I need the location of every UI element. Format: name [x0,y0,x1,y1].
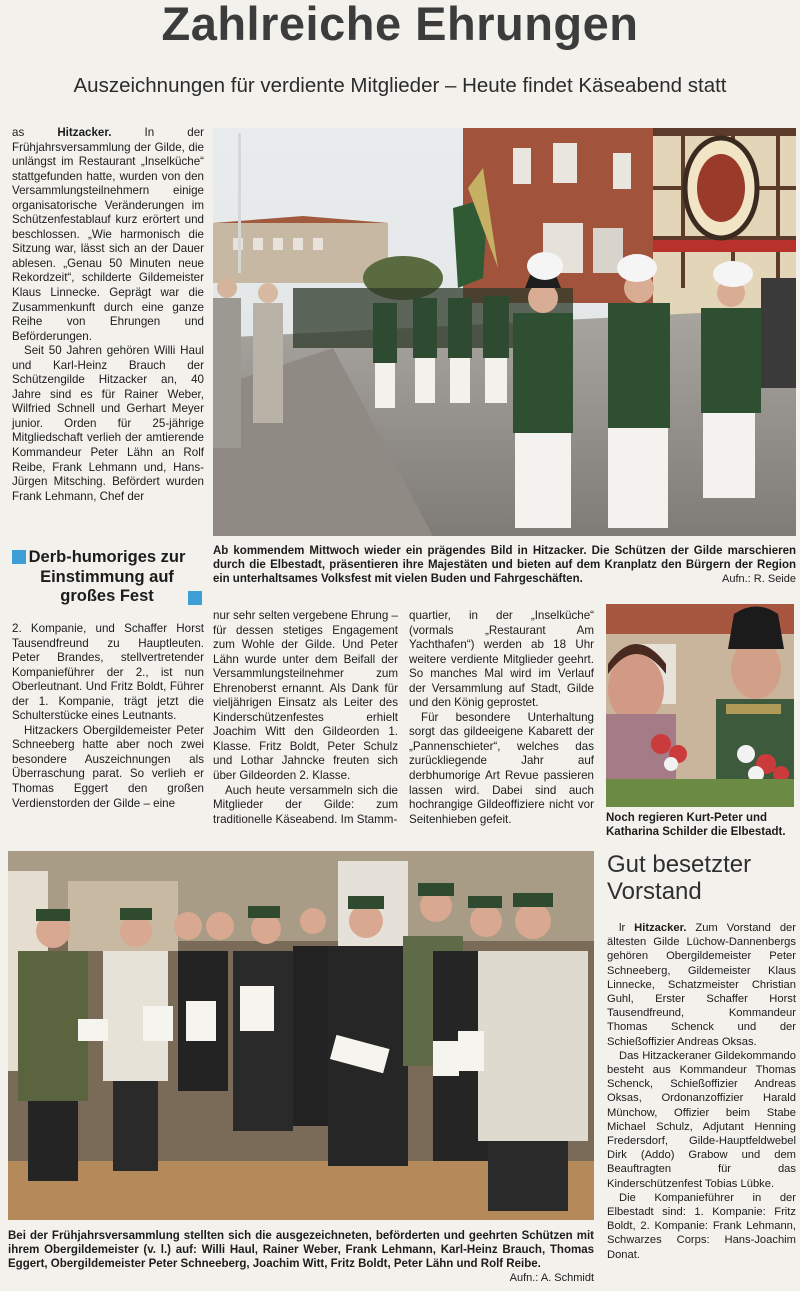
parade-caption [213,544,796,586]
parade-caption-text: Ab kommendem Mittwoch wieder ein prägendes Bild in Hitzacker. Die Schützen der Gilde marschieren durch die Elbestadt, präsentieren ihre Majestäten und bieten auf dem Kranplatz den Bürgern der Region ein unterhaltsames Volksfest mit vielen Buden und Fahrgeschäften. [213,545,796,585]
sidebar-paragraph-2: Das Hitzackeraner Gildekommando besteht aus Kommandeur Thomas Schenck, Schießoffizier Andreas Oksas, Ordonanzoffizier Harald Münchow, Offizier beim Stabe Michael Schulz, Adjutant Henning Fredersdorf, Gilde-Hauptfeldwebel Dirk (Addo) Grabow und dem Beauftragten für das Kinderschützenfest Tobias Lübke. [607,1049,796,1190]
blue-square-icon [188,591,202,605]
headline: Zahlreiche Ehrungen [161,0,639,50]
paragraph-6: Auch heute versammeln sich die Mitglieder der Gilde: zum traditionelle Käseabend. Im Stamm- [213,783,398,826]
subheading-box [12,548,202,607]
subheading-text: Derb-humoriges zur Einstimmung auf großes Fest [28,548,186,605]
paragraph-7: quartier, in der „Inselküche“ (vormals „Restaurant Am Yachthafen“) werden ab 18 Uhr weitere verdiente Mitglieder geehrt. So manches Mal wird im Verlauf der Versammlung auf Stadt, Gilde und den König geprostet. [409,609,594,710]
subheadline: Auszeichnungen für verdiente Mitglieder – Heute findet Käseabend statt [73,74,727,97]
paragraph-1: In der Frühjahrsversammlung der Gilde, die unlängst im Restaurant „Inselküche“ stattgefunden hatte, wurden von den Versammlungsteilnehmern einige organisatorische Veränderungen im Schützenfestablauf kurz erörtert und beschlossen. „Wie harmonisch die Sitzung war, lässt sich an der Dauer ablesen. „Genau 50 Minuten neue Rekordzeit“, schilderte Gildemeister Klaus Linnecke. Geprägt war die Zusammenkunft durch eine ganze Reihe von Ehrungen und Beförderungen. [12,126,204,343]
royal-couple-image [606,604,794,807]
parade-photo [213,128,796,536]
royal-couple-photo [606,604,794,807]
group-caption [8,1229,594,1285]
group-photo [8,851,594,1220]
group-caption-text: Bei der Frühjahrsversammlung stellten sich die ausgezeichneten, beförderten und geehrten Schützen mit ihrem Obergildemeister (v. l.) auf: Willi Haul, Rainer Weber, Frank Lehmann, Karl-Heinz Brauch, Thomas Eggert, Obergildemeister Peter Schneeberg, Joachim Witt, Fritz Boldt, Peter Lähn und Rolf Reibe. [8,1230,594,1270]
paragraph-3: 2. Kompanie, und Schaffer Horst Tausendfreund zu Hauptleuten. Peter Brandes, stellvertretender Kompanieführer der 2., ist nun Oberleutnant. Und Fritz Boldt, Führer der 1. Kompanie, trägt jetzt die Schulterstücke eines Leutnants. [12,622,204,723]
royal-couple-caption: Noch regieren Kurt-Peter und Katharina Schilder die Elbestadt. [606,812,786,838]
article-column-1-bottom [12,622,204,847]
paragraph-2: Seit 50 Jahren gehören Willi Haul und Karl-Heinz Brauch der Schützengilde Hitzacker an, 40 Jahre sind es für Rainer Weber, Wilfried Schnell und Gerhart Meyer junior. Orden für 25-jährige Mitgliedschaft verlieh der amtierende Kommandeur Peter Lähn an Rolf Reibe, Frank Lehmann und, Hans-Jürgen Mitsching. Befördert wurden Frank Lehmann, Chef der [12,344,204,503]
parade-image [213,128,796,536]
sidebar-heading: Gut besetzter Vorstand [607,851,752,905]
sidebar-lead: lr [619,922,635,934]
sidebar-paragraph-3: Die Kompanieführer in der Elbestadt sind: 1. Kompanie: Fritz Boldt, 2. Kompanie: Frank Lehmann, Schwarzes Corps: Hans-Joachim Donat. [607,1191,796,1261]
blue-square-icon [12,550,26,564]
paragraph-5: nur sehr selten vergebene Ehrung – für dessen stetiges Engagement zum Wohle der Gilde. Und Peter Lähn wurde unter dem Beifall der Versammlungsteilnehmer zum Ehrenoberst ernannt. Als Dank für vieljährigen Einsatz als Leiter des Kinderschützenfestes erhielt Joachim Witt den Gildeorden 1. Klasse. Fritz Boldt, Peter Schulz und Lothar Jahncke freuten sich über Gildeorden 2. Klasse. [213,609,398,783]
sidebar-dateline: Hitzacker. [634,922,687,934]
parade-photo-credit: Aufn.: R. Seide [722,573,796,585]
sidebar-paragraph-1: Zum Vorstand der ältesten Gilde Lüchow-Dannenbergs gehören Obergildemeister Peter Schneeberg, Gildemeister Klaus Linnecke, Schatzmeister Christian Guhl, Erster Schaffer Horst Tausendfreund, Kommandeur Thomas Schenck und der Schießoffizier Andreas Oksas. [607,922,796,1048]
sidebar-column [607,921,796,1291]
group-photo-credit: Aufn.: A. Schmidt [509,1272,594,1284]
paragraph-8: Für besondere Unterhaltung sorgt das gildeeigene Kabarett der „Pannenschieter“, welches das zurückliegende Jahr auf derbhumorige Art Revue passieren lassen wird. Dabei sind auch hochrangige Gildeoffiziere nicht vor Seitenhieben gefeit. [409,710,594,826]
paragraph-4: Hitzackers Obergildemeister Peter Schneeberg hatte aber noch zwei besondere Auszeichnungen als Überraschung parat. So verlieh er Thomas Eggert den großen Verdienstorden der Gilde – eine [12,723,204,810]
article-column-1-top [12,126,204,542]
group-image [8,851,594,1220]
article-column-2 [213,609,398,839]
intro-lead: as [12,126,58,139]
article-column-3 [409,609,594,839]
dateline: Hitzacker. [57,126,112,139]
